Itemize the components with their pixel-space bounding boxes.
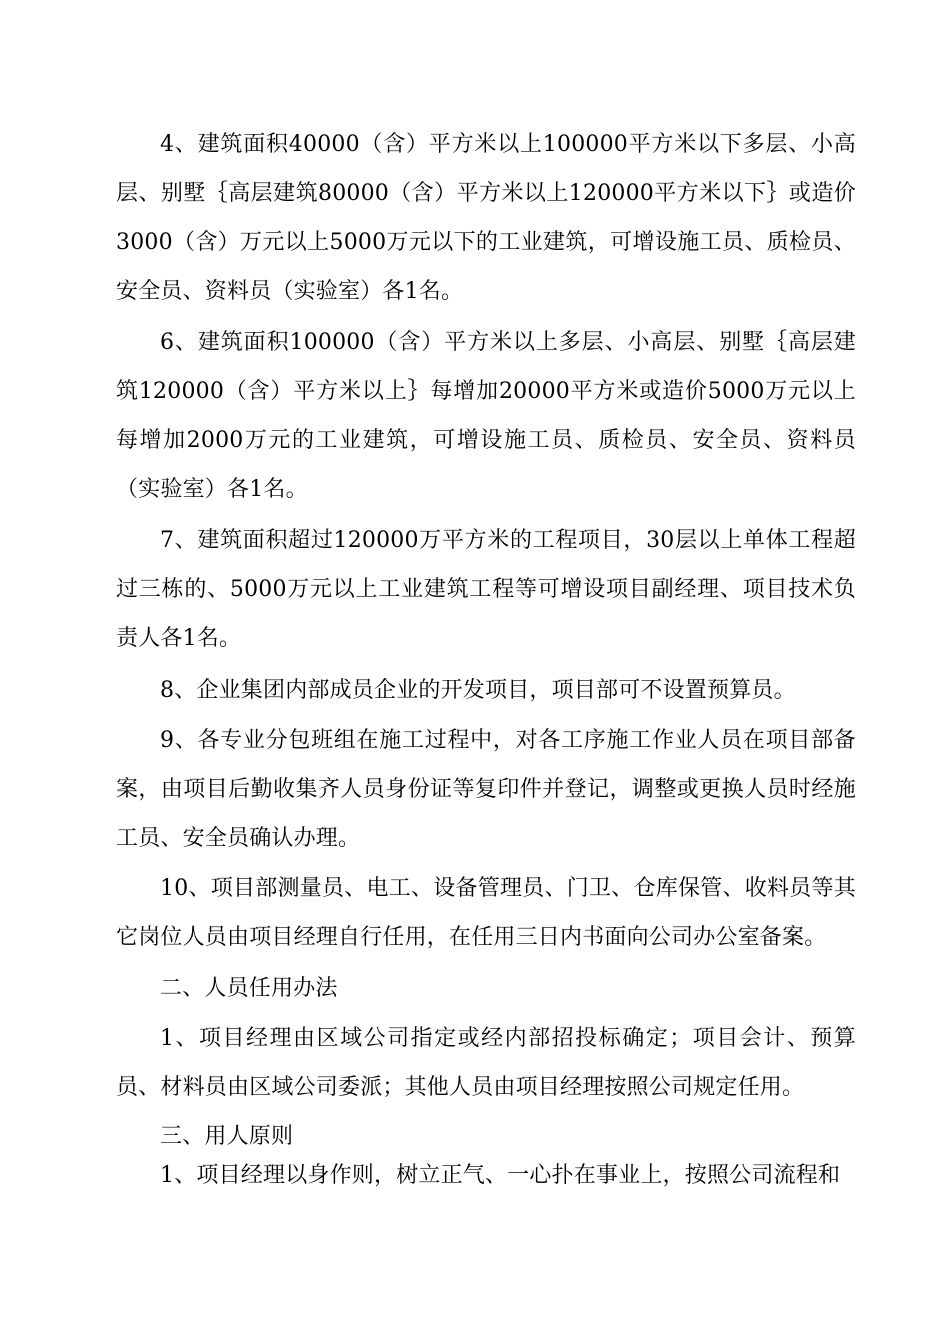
section-heading-staff-appointment: 二、人员任用办法 (160, 976, 338, 1001)
section-heading-hiring-principles: 三、用人原则 (160, 1124, 294, 1149)
paragraph-item-6: 6、建筑面积100000（含）平方米以上多层、小高层、别墅｛高层建筑120000（含）平方米以上｝每增加20000平方米或造价5000万元以上每增加2000万元的工业建筑，可增设施工员、质检员、安全员、资料员（实验室）各1名。 (116, 330, 856, 502)
paragraph-appointment-1: 1、项目经理由区域公司指定或经内部招投标确定；项目会计、预算员、材料员由区域公司委派；其他人员由项目经理按照公司规定任用。 (116, 1026, 856, 1100)
paragraph-item-10: 10、项目部测量员、电工、设备管理员、门卫、仓库保管、收料员等其它岗位人员由项目经理自行任用，在任用三日内书面向公司办公室备案。 (116, 876, 856, 950)
paragraph-item-7: 7、建筑面积超过120000万平方米的工程项目，30层以上单体工程超过三栋的、5000万元以上工业建筑工程等可增设项目副经理、项目技术负责人各1名。 (116, 528, 856, 651)
paragraph-principle-1: 1、项目经理以身作则，树立正气、一心扑在事业上，按照公司流程和 (160, 1163, 841, 1188)
paragraph-item-9: 9、各专业分包班组在施工过程中，对各工序施工作业人员在项目部备案，由项目后勤收集齐人员身份证等复印件并登记，调整或更换人员时经施工员、安全员确认办理。 (116, 728, 856, 851)
paragraph-item-8: 8、企业集团内部成员企业的开发项目，项目部可不设置预算员。 (160, 678, 796, 703)
paragraph-item-4: 4、建筑面积40000（含）平方米以上100000平方米以下多层、小高层、别墅｛高层建筑80000（含）平方米以上120000平方米以下｝或造价3000（含）万元以上5000万元以下的工业建筑，可增设施工员、质检员、安全员、资料员（实验室）各1名。 (116, 132, 856, 304)
